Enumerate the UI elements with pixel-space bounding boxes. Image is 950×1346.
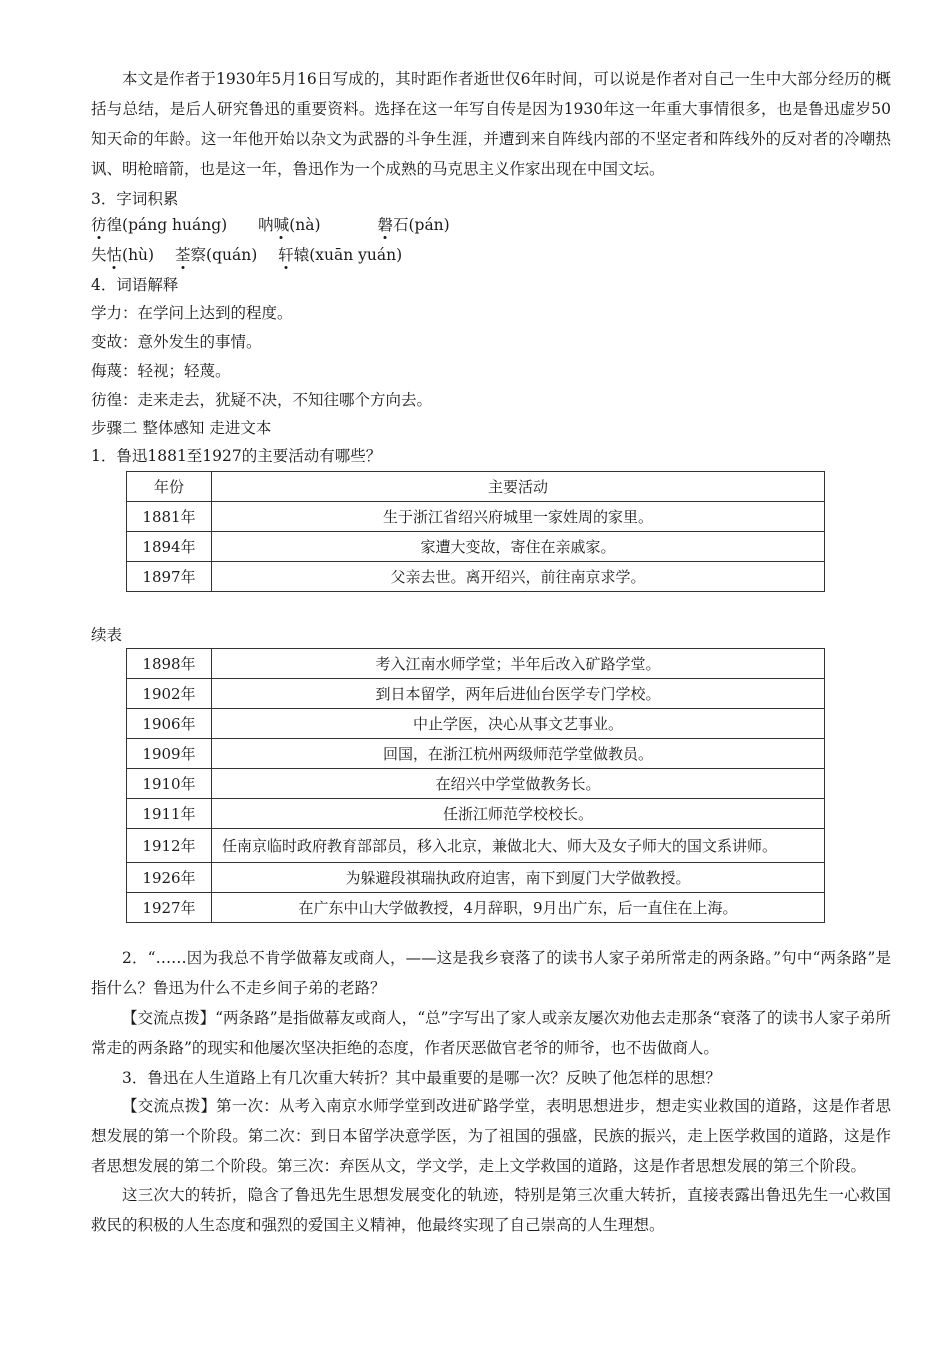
table-row [127,739,825,769]
table-row [127,649,825,679]
activity-cell: 在绍兴中学堂做教务长。 [212,769,825,799]
year-cell: 1897年 [127,562,212,592]
activities-table-continued [126,648,825,923]
year-cell: 1909年 [127,739,212,769]
activity-cell: 为躲避段祺瑞执政府迫害，南下到厦门大学做教授。 [212,863,825,893]
year-cell: 1898年 [127,649,212,679]
table-row [127,893,825,923]
table-row [127,829,825,863]
activities-table [126,471,825,592]
vocab-item: 呐喊(nà) [258,216,321,234]
answer-2: 【交流点拨】“两条路”是指做幕友或商人，“总”字写出了家人或亲友屡次劝他去走那条“衰落了的读书人家子弟所常走的两条路”的现实和他屡次坚决拒绝的态度，作者厌恶做官老爷的师爷，也不齿做商人。 [91,1009,891,1057]
definition-item: 变故：意外发生的事情。 [91,333,262,351]
table-row [127,709,825,739]
definition-item: 学力：在学问上达到的程度。 [91,304,293,322]
table-row [127,863,825,893]
year-cell: 1910年 [127,769,212,799]
year-cell: 1926年 [127,863,212,893]
activity-cell: 任南京临时政府教育部部员，移入北京，兼做北大、师大及女子师大的国文系讲师。 [212,829,825,863]
table-row [127,769,825,799]
vocab-item: 彷徨(páng huáng) [91,216,228,234]
activity-cell: 回国，在浙江杭州两级师范学堂做教员。 [212,739,825,769]
activity-cell: 中止学医，决心从事文艺事业。 [212,709,825,739]
year-cell: 1927年 [127,893,212,923]
year-cell: 1902年 [127,679,212,709]
activity-cell: 在广东中山大学做教授，4月辞职，9月出广东，后一直住在上海。 [212,893,825,923]
question-1: 1．鲁迅1881至1927的主要活动有哪些？ [91,447,382,465]
section-3-heading: 3．字词积累 [91,190,179,208]
intro-paragraph: 本文是作者于1930年5月16日写成的，其时距作者逝世仅6年时间，可以说是作者对自己一生中大部分经历的概括与总结，是后人研究鲁迅的重要资料。选择在这一年写自传是因为1930年这一年重大事情很多，也是鲁迅虚岁50知天命的年龄。这一年他开始以杂文为武器的斗争生涯，并遭到来自阵线内部的不坚定者和阵线外的反对者的冷嘲热讽、明枪暗箭，也是这一年，鲁迅作为一个成熟的马克思主义作家出现在中国文坛。 [91,70,891,178]
vocab-row-1 [91,210,476,240]
activity-cell: 到日本留学，两年后进仙台医学专门学校。 [212,679,825,709]
activity-cell: 考入江南水师学堂；半年后改入矿路学堂。 [212,649,825,679]
year-cell: 1911年 [127,799,212,829]
table-row [127,502,825,532]
table-row [127,562,825,592]
year-cell: 1894年 [127,532,212,562]
activity-cell: 父亲去世。离开绍兴，前往南京求学。 [212,562,825,592]
vocab-item: 磐石(pán) [377,216,450,234]
continued-table-label: 续表 [91,626,123,644]
vocab-item: 荃察(quán) [175,246,258,264]
question-2: 2．“……因为我总不肯学做幕友或商人，——这是我乡衰落了的读书人家子弟所常走的两条路。”句中“两条路”是指什么？鲁迅为什么不走乡间子弟的老路？ [91,949,891,997]
activity-cell: 家遭大变故，寄住在亲戚家。 [212,532,825,562]
activity-cell: 任浙江师范学校校长。 [212,799,825,829]
step-2-heading: 步骤二 整体感知 走进文本 [91,419,272,437]
table-header-row [127,472,825,502]
column-header-activity: 主要活动 [212,472,825,502]
vocab-row-2 [91,240,428,270]
activity-cell: 生于浙江省绍兴府城里一家姓周的家里。 [212,502,825,532]
year-cell: 1912年 [127,829,212,863]
vocab-item: 失怙(hù) [91,246,155,264]
question-3: 3．鲁迅在人生道路上有几次重大转折？其中最重要的是哪一次？反映了他怎样的思想？ [122,1069,721,1087]
table-row [127,799,825,829]
conclusion-paragraph: 这三次大的转折，隐含了鲁迅先生思想发展变化的轨迹，特别是第三次重大转折，直接表露出鲁迅先生一心救国救民的积极的人生态度和强烈的爱国主义精神，他最终实现了自己崇高的人生理想。 [91,1186,891,1234]
section-4-heading: 4．词语解释 [91,276,179,294]
table-row [127,532,825,562]
table-row [127,679,825,709]
year-cell: 1906年 [127,709,212,739]
answer-3: 【交流点拨】第一次：从考入南京水师学堂到改进矿路学堂，表明思想进步，想走实业救国的道路，这是作者思想发展的第一个阶段。第二次：到日本留学决意学医，为了祖国的强盛，民族的振兴，走上医学救国的道路，这是作者思想发展的第二个阶段。第三次：弃医从文，学文学，走上文学救国的道路，这是作者思想发展的第三个阶段。 [91,1097,891,1175]
vocab-item: 轩辕(xuān yuán) [278,246,403,264]
definition-item: 侮蔑：轻视；轻蔑。 [91,362,231,380]
definition-item: 彷徨：走来走去，犹疑不决，不知往哪个方向去。 [91,391,433,409]
year-cell: 1881年 [127,502,212,532]
column-header-year: 年份 [127,472,212,502]
